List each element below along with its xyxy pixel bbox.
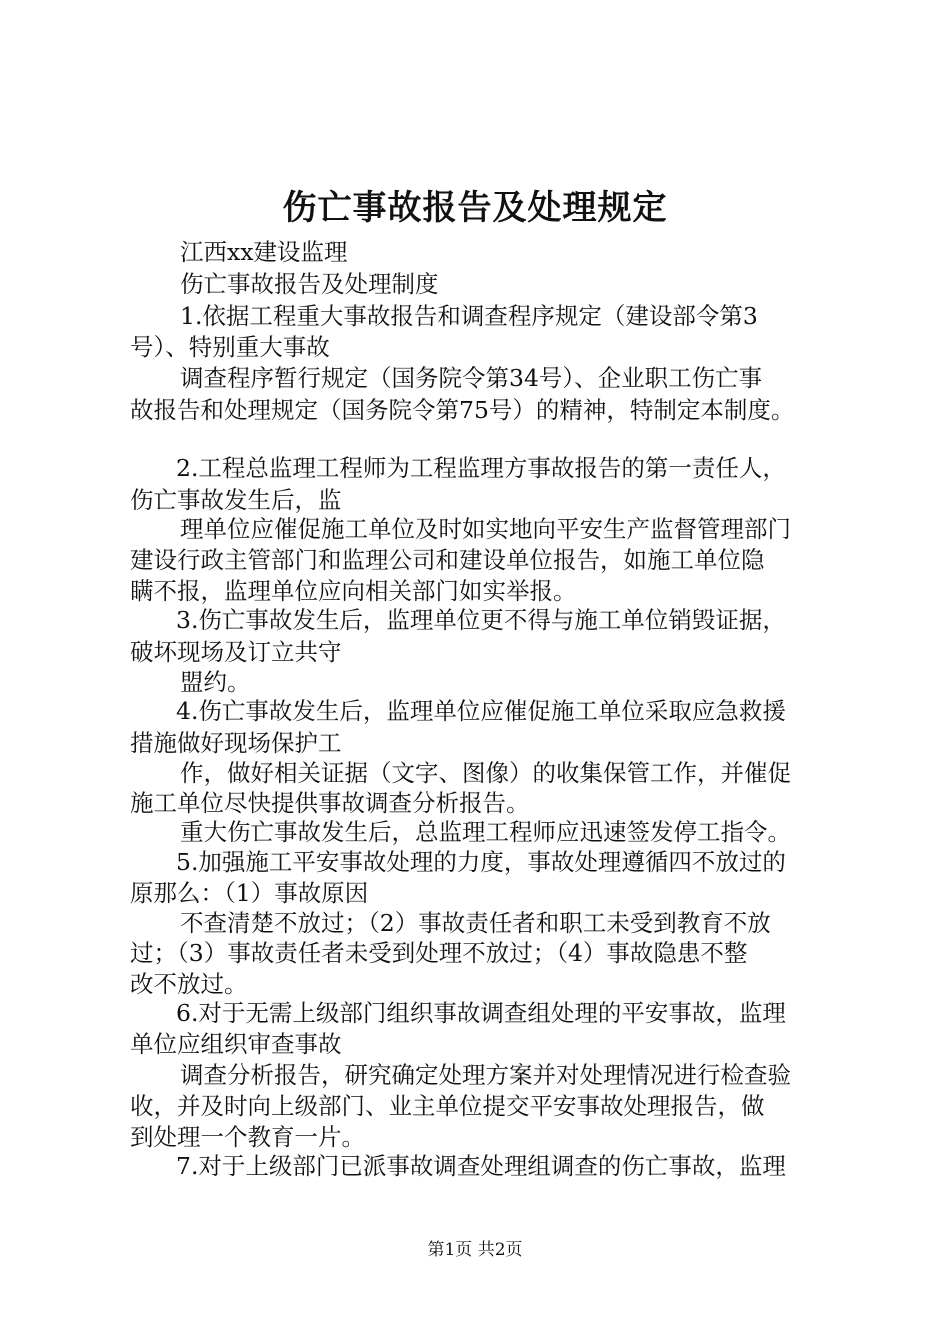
body-line: 7.对于上级部门已派事故调查处理组调查的伤亡事故，监理 <box>176 1152 786 1180</box>
body-line: 盟约。 <box>180 668 251 696</box>
body-line: 重大伤亡事故发生后，总监理工程师应迅速签发停工指令。 <box>180 818 791 846</box>
body-line: 号）、特别重大事故 <box>130 333 330 361</box>
body-line: 1.依据工程重大事故报告和调查程序规定（建设部令第3 <box>180 302 758 330</box>
body-line: 故报告和处理规定（国务院令第75号）的精神，特制定本制度。 <box>130 396 795 424</box>
body-line: 瞒不报，监理单位应向相关部门如实举报。 <box>130 577 577 605</box>
body-line: 调查分析报告，研究确定处理方案并对处理情况进行检查验 <box>180 1061 791 1089</box>
body-line: 江西xx建设监理 <box>180 238 348 266</box>
body-line: 单位应组织审查事故 <box>130 1030 342 1058</box>
body-line: 措施做好现场保护工 <box>130 729 342 757</box>
body-line: 收，并及时向上级部门、业主单位提交平安事故处理报告，做 <box>130 1092 765 1120</box>
page-number-footer: 第1页 共2页 <box>427 1240 523 1260</box>
body-line: 6.对于无需上级部门组织事故调查组处理的平安事故，监理 <box>176 999 786 1027</box>
body-line: 5.加强施工平安事故处理的力度，事故处理遵循四不放过的 <box>176 848 786 876</box>
body-line: 破坏现场及订立共守 <box>130 638 342 666</box>
body-line: 不查清楚不放过；（2）事故责任者和职工未受到教育不放 <box>180 909 771 937</box>
document-title: 伤亡事故报告及处理规定 <box>282 188 668 228</box>
body-line: 伤亡事故发生后，监 <box>130 486 342 514</box>
body-line: 建设行政主管部门和监理公司和建设单位报告，如施工单位隐 <box>130 546 765 574</box>
body-line: 到处理一个教育一片。 <box>130 1123 365 1151</box>
body-line: 伤亡事故报告及处理制度 <box>180 270 439 298</box>
body-line: 过；（3）事故责任者未受到处理不放过；（4）事故隐患不整 <box>130 939 748 967</box>
body-line: 理单位应催促施工单位及时如实地向平安生产监督管理部门 <box>180 515 791 543</box>
body-line: 改不放过。 <box>130 970 248 998</box>
body-line: 施工单位尽快提供事故调查分析报告。 <box>130 789 530 817</box>
body-line: 调查程序暂行规定（国务院令第34号）、企业职工伤亡事 <box>180 364 763 392</box>
body-line: 3.伤亡事故发生后，监理单位更不得与施工单位销毁证据， <box>176 606 786 634</box>
body-line: 4.伤亡事故发生后，监理单位应催促施工单位采取应急救援 <box>176 697 786 725</box>
body-line: 2.工程总监理工程师为工程监理方事故报告的第一责任人， <box>176 454 786 482</box>
body-line: 作，做好相关证据（文字、图像）的收集保管工作，并催促 <box>180 759 791 787</box>
body-line: 原那么：（1）事故原因 <box>130 879 369 907</box>
